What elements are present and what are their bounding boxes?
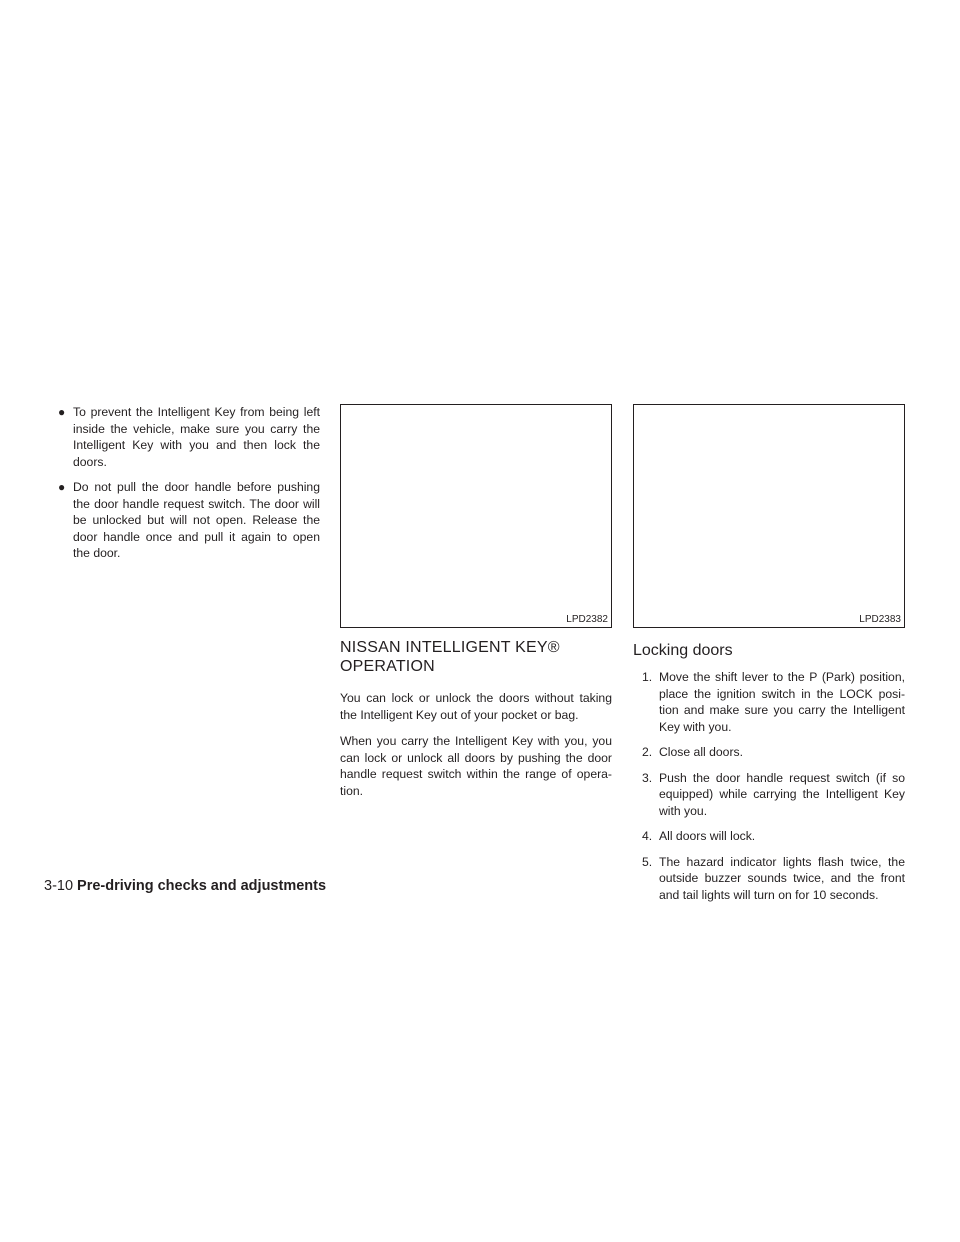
step-text: The hazard indicator lights flash twice, the outside buzzer sounds twice, and the front and tail lights will turn on for 10 seconds. [659, 854, 905, 902]
chapter-title: Pre-driving checks and adjustments [77, 878, 327, 894]
step-text: Push the door handle request switch (if so equipped) while carrying the Intelligent Key with you. [659, 770, 905, 818]
figure-lpd2382 [340, 404, 612, 628]
steps-list [633, 669, 905, 903]
step-number: 5. [642, 854, 653, 869]
step-text: All doors will lock. [659, 829, 756, 843]
step-item [633, 744, 905, 761]
step-item [633, 854, 905, 904]
step-number: 3. [642, 770, 653, 785]
left-column [56, 404, 320, 571]
section-heading-line1: NISSAN INTELLIGENT KEY® [340, 639, 560, 656]
section-heading-line2: OPERATION [340, 658, 435, 675]
section-heading [340, 638, 612, 676]
step-number: 4. [642, 829, 653, 843]
step-number: 2. [642, 745, 653, 759]
page-footer [44, 877, 326, 895]
step-item [633, 828, 905, 845]
figure-code: LPD2382 [566, 614, 608, 625]
step-text: Move the shift lever to the P (Park) position, place the ignition switch in the LOCK posi-tion and make sure you carry the Intelligent Key with you. [659, 670, 905, 734]
step-item [633, 669, 905, 735]
right-column [633, 404, 905, 912]
bullet-icon: ● [58, 405, 66, 419]
bullet-icon: ● [58, 480, 66, 494]
paragraph: You can lock or unlock the doors without taking the Intelligent Key out of your pocket or bag. [340, 691, 612, 722]
paragraph: When you carry the Intelligent Key with you, you can lock or unlock all doors by pushing the door handle request switch within the range of opera-tion. [340, 734, 612, 798]
bullet-text: Do not pull the door handle before pushing the door handle request switch. The door will be unlocked but will not open. Release the door handle once and pull it again to open the door. [73, 480, 320, 560]
middle-column [340, 404, 612, 799]
step-item [633, 770, 905, 820]
bullet-list [56, 404, 320, 562]
step-text: Close all doors. [659, 745, 743, 759]
page-number: 3-10 [44, 878, 74, 894]
figure-lpd2383 [633, 404, 905, 628]
locking-doors-heading: Locking doors [633, 642, 733, 659]
figure-code: LPD2383 [859, 614, 901, 625]
section-body [340, 690, 612, 799]
bullet-item [56, 404, 320, 470]
step-number: 1. [642, 670, 653, 684]
bullet-text: To prevent the Intelligent Key from being left inside the vehicle, make sure you carry the Intelligent Key with you and then lock the doors. [73, 405, 320, 469]
bullet-item [56, 479, 320, 562]
